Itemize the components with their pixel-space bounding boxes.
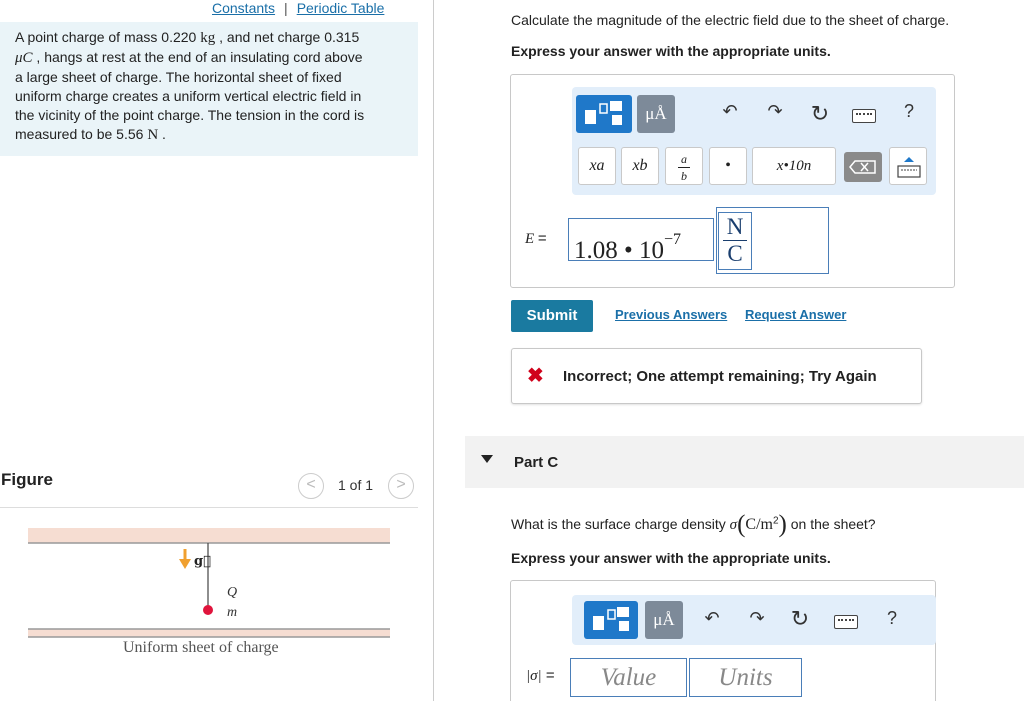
figure-page-count: 1 of 1 <box>338 477 374 493</box>
templates-icon <box>576 95 632 133</box>
unit-numerator: N <box>723 213 747 241</box>
partb-variable-label: E = <box>525 230 547 247</box>
partc-value-input[interactable]: Value <box>570 658 687 697</box>
redo-icon[interactable]: ↷ <box>767 101 783 121</box>
link-separator: | <box>284 0 288 16</box>
partc-units-button[interactable]: μÅ <box>645 601 683 639</box>
partc-units-instruction: Express your answer with the appropriate units. <box>511 550 831 566</box>
collapse-caret-icon[interactable] <box>481 455 493 463</box>
superscript-key[interactable]: xa <box>578 147 616 185</box>
partc-redo-icon[interactable]: ↷ <box>749 608 765 628</box>
partb-prompt: Calculate the magnitude of the electric field due to the sheet of charge. <box>511 12 950 28</box>
previous-answers-link[interactable]: Previous Answers <box>615 307 728 322</box>
partb-value-input[interactable]: 1.08 • $10^{-7}$ <box>568 218 714 261</box>
charge-sheet-band <box>28 629 390 637</box>
field-arrow-icon <box>179 549 191 569</box>
problem-line-1: A point charge of mass 0.220 kg , and net charge 0.315 <box>15 29 360 46</box>
upper-boundary-band <box>28 528 390 543</box>
delete-key[interactable] <box>844 152 882 182</box>
figure-prev-button[interactable]: < <box>298 473 324 499</box>
problem-line-5: the vicinity of the point charge. The tension in the cord is <box>15 107 365 123</box>
constants-link[interactable]: Constants <box>212 0 276 16</box>
partb-unit-fraction[interactable] <box>718 212 752 270</box>
templates-button[interactable] <box>576 95 632 133</box>
scientific-notation-key[interactable]: x•10n <box>752 147 836 185</box>
partc-title[interactable]: Part C <box>514 454 559 471</box>
partc-templates-icon <box>584 601 638 639</box>
partc-help-icon[interactable]: ? <box>886 608 897 628</box>
figure-next-button[interactable]: > <box>388 473 414 499</box>
undo-icon[interactable]: ↶ <box>722 101 738 121</box>
figure-caption: Uniform sheet of charge <box>123 639 279 656</box>
partb-units-instruction: Express your answer with the appropriate units. <box>511 43 831 59</box>
dot-key[interactable]: • <box>709 147 747 185</box>
problem-line-6: measured to be 5.56 N . <box>15 126 166 143</box>
problem-line-3: a large sheet of charge. The horizontal sheet of fixed <box>15 69 342 85</box>
keyboard-toggle-key[interactable] <box>889 147 927 185</box>
figure-divider <box>0 507 418 508</box>
help-icon[interactable]: ? <box>903 101 914 121</box>
unit-denominator: C <box>727 241 743 266</box>
charge-label: Q <box>227 585 238 600</box>
partc-units-input[interactable]: Units <box>689 658 802 697</box>
figure-label: Figure <box>1 470 53 489</box>
problem-line-4: uniform charge creates a uniform vertical electric field in <box>15 88 362 104</box>
keyboard-toggle-icon <box>890 148 928 186</box>
partc-variable-label: |σ| = <box>526 667 555 684</box>
feedback-text: Incorrect; One attempt remaining; Try Again <box>563 368 877 385</box>
keyboard-icon[interactable] <box>852 109 876 123</box>
partc-undo-icon[interactable]: ↶ <box>704 608 720 628</box>
periodic-table-link[interactable]: Periodic Table <box>296 0 385 16</box>
submit-button[interactable]: Submit <box>511 300 593 332</box>
mass-label: m <box>227 605 238 620</box>
request-answer-link[interactable]: Request Answer <box>745 307 847 322</box>
point-charge <box>203 605 213 615</box>
units-button[interactable]: μÅ <box>637 95 675 133</box>
delete-icon <box>844 152 882 182</box>
fraction-key[interactable]: a b <box>665 147 703 185</box>
reset-icon[interactable]: ↻ <box>810 101 830 126</box>
partc-reset-icon[interactable]: ↻ <box>790 606 810 631</box>
incorrect-icon: ✖ <box>527 365 544 387</box>
partc-prompt: What is the surface charge density $\sigma(C/m^2)$ on the sheet? <box>511 511 876 538</box>
column-divider <box>433 0 434 701</box>
header-links <box>212 0 384 16</box>
field-label: g⃗ <box>194 554 211 569</box>
problem-statement <box>15 28 410 145</box>
partc-keyboard-icon[interactable] <box>834 615 858 629</box>
problem-line-2: μC , hangs at rest at the end of an insulating cord above <box>15 49 363 66</box>
subscript-key[interactable]: xb <box>621 147 659 185</box>
partc-templates-button[interactable] <box>584 601 638 639</box>
